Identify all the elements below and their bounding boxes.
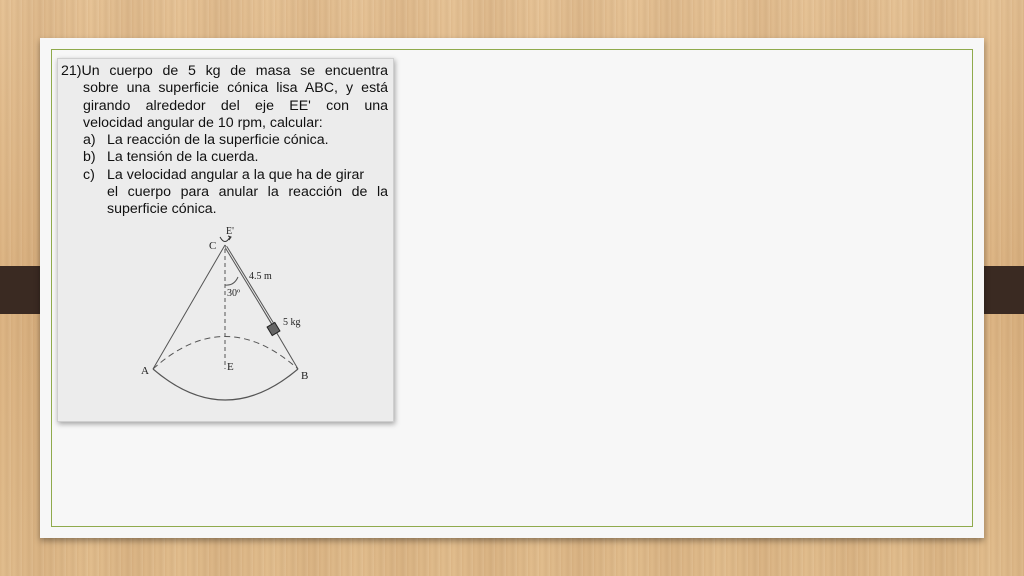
problem-line-4: velocidad angular de 10 rpm, calcular: — [83, 114, 323, 131]
item-a — [61, 132, 388, 149]
mass-block — [267, 322, 280, 335]
problem-card — [57, 58, 394, 422]
item-c-text: La velocidad angular a la que ha de girar — [107, 166, 365, 183]
item-b-text: La tensión de la cuerda. — [107, 149, 259, 166]
cone-diagram — [58, 219, 393, 419]
item-c — [61, 167, 388, 184]
item-c-label: c) — [83, 166, 95, 183]
label-b: B — [301, 370, 309, 382]
slide — [40, 38, 984, 538]
label-e: E — [227, 361, 234, 373]
edge-ca — [153, 245, 225, 369]
label-length: 4.5 m — [249, 271, 272, 282]
base-front-arc — [153, 369, 298, 400]
label-a: A — [141, 365, 149, 377]
item-b — [61, 149, 388, 166]
angle-arc — [225, 277, 238, 285]
item-a-label: a) — [83, 132, 96, 149]
label-angle: 30º — [227, 288, 241, 299]
item-c-line-2: el cuerpo para anular la reacción de la — [107, 184, 388, 201]
problem-line-1: 21)Un cuerpo de 5 kg de masa se encuentra — [61, 63, 388, 79]
label-c: C — [209, 240, 217, 252]
problem-line-2: sobre una superficie cónica lisa ABC, y está — [83, 80, 388, 97]
item-b-label: b) — [83, 149, 96, 166]
item-c-line-3: superficie cónica. — [107, 201, 217, 218]
rotation-arrow-icon — [220, 237, 230, 242]
label-e-prime: E' — [226, 226, 234, 237]
label-mass: 5 kg — [283, 317, 301, 328]
problem-line-3: girando alrededor del eje EE' con una — [83, 97, 388, 114]
item-a-text: La reacción de la superficie cónica. — [107, 132, 329, 149]
problem-text — [61, 63, 388, 219]
